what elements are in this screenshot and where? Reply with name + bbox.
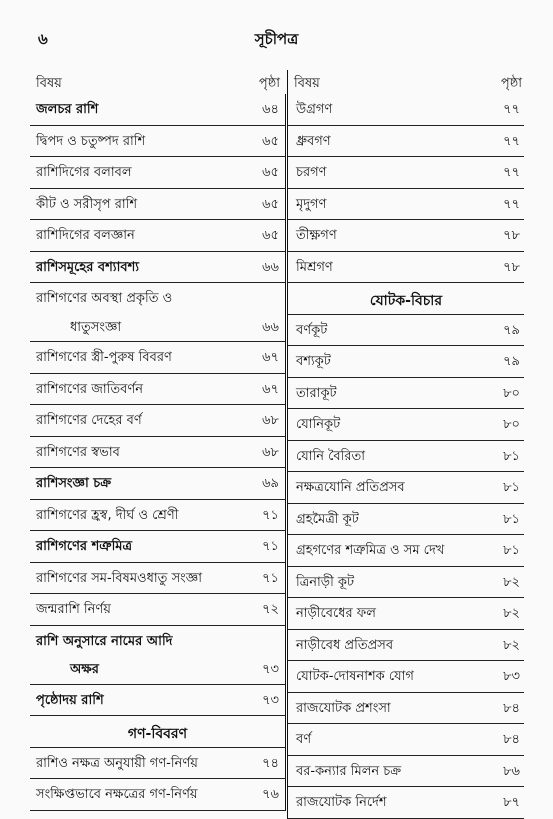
toc-entry-page: ৬৬: [262, 259, 279, 275]
toc-entry-page: ৬৮: [262, 413, 279, 428]
toc-row: [288, 315, 524, 347]
toc-entry-page: ৭৭: [503, 102, 520, 117]
page-label: পৃষ্ঠা: [258, 76, 280, 91]
toc-row: [30, 748, 286, 780]
toc-row: [30, 531, 286, 563]
column-header: [288, 70, 524, 94]
toc-entry-title: জন্মরাশি নির্ণয়: [36, 602, 111, 617]
toc-entry-page: ৬৪: [262, 102, 279, 117]
toc-entry-page: ৬৫: [262, 133, 279, 149]
toc-row: [288, 346, 524, 378]
toc-entry-page: ৭৪: [262, 755, 279, 771]
toc-entry-title: রাশিসংজ্ঞা চক্র: [36, 476, 112, 491]
toc-entry-title: কীট ও সরীসৃপ রাশি: [36, 196, 138, 212]
toc-row: [288, 630, 524, 662]
toc-entry-title: রাশিও নক্ষত্র অনুযায়ী গণ-নির্ণয়: [36, 755, 198, 771]
toc-entry-title: যোনি বৈরিতা: [296, 448, 366, 464]
toc-left-column: [30, 70, 286, 811]
toc-entry-page: ৮২: [503, 574, 520, 590]
toc-entry-title: তীক্ষ্ণগণ: [296, 228, 337, 243]
toc-entry-page: ৭৮: [503, 228, 520, 243]
toc-entry-page: ৭৭: [503, 196, 520, 212]
toc-entry-page: ৮৭: [503, 795, 520, 810]
toc-entry-title: গ্রহমৈত্রী কূট: [296, 511, 359, 527]
toc-entry-title: রাশিদিগের বলজ্ঞান: [36, 228, 135, 243]
toc-row: [288, 220, 524, 252]
toc-row: [30, 468, 286, 500]
toc-row: [288, 661, 524, 693]
toc-entry-title: জলচর রাশি: [36, 102, 99, 117]
page-number: ৬: [38, 30, 48, 48]
toc-entry-page: ৭৬: [262, 787, 279, 802]
toc-entry-title: বর্ণ: [296, 732, 312, 747]
toc-entry-title: নাড়ীবেধ প্রতিপ্রসব: [296, 637, 394, 653]
toc-entry-page: ৮০: [503, 417, 520, 432]
toc-row: [30, 500, 286, 532]
toc-entry-page: ৮২: [503, 606, 520, 621]
toc-entry-title: রাশিগণের অবস্থা প্রকৃতি ও: [36, 291, 173, 306]
page-title: সূচীপত্র: [254, 30, 299, 48]
toc-entry-title: রাশিগণের শত্রুমিত্র: [36, 539, 133, 554]
toc-entry-title: রাশিগণের সম-বিষমওধাতু সংজ্ঞা: [36, 570, 202, 586]
toc-row: [288, 189, 524, 221]
toc-row: [288, 787, 524, 819]
toc-entry-page: ৭৩: [262, 692, 279, 708]
toc-row: [288, 598, 524, 630]
toc-row: [30, 437, 286, 469]
toc-entry-title: যোনিকূট: [296, 417, 341, 432]
toc-entry-page: ৬৬: [262, 319, 279, 335]
section-heading: [288, 283, 524, 315]
toc-entry-title: মিশ্রগণ: [296, 259, 333, 275]
toc-row: [30, 405, 286, 437]
toc-entry-page: ৭৭: [503, 165, 520, 180]
toc-entry-title: বশ্যকূট: [296, 354, 331, 369]
toc-entry-page: ৭১: [262, 570, 279, 586]
toc-entry-title: যোটক-দোষনাশক যোগ: [296, 669, 414, 684]
toc-entry-title: নক্ষত্রযোনি প্রতিপ্রসব: [296, 480, 405, 495]
toc-entry-page: ৮৪: [503, 700, 520, 716]
toc-row: [288, 535, 524, 567]
toc-row: [288, 441, 524, 473]
toc-entry-title: দ্বিপদ ও চতুষ্পদ রাশি: [36, 133, 146, 149]
toc-entry-title: রাশিগণের স্বভাব: [36, 444, 120, 460]
page-header: [0, 28, 553, 52]
toc-row: [288, 157, 524, 189]
toc-entry-page: ৭৯: [503, 354, 520, 369]
toc-entry-page: ৮১: [503, 543, 520, 558]
toc-entry-page: ৮১: [503, 448, 520, 464]
subject-label: বিষয়: [294, 76, 320, 91]
toc-right-column: [287, 70, 524, 819]
toc-entry-page: ৮৪: [503, 732, 520, 747]
toc-row: [30, 626, 286, 685]
toc-row: [30, 220, 286, 252]
toc-row: [30, 252, 286, 284]
toc-row: [30, 779, 286, 811]
toc-entry-page: ৮৩: [503, 669, 520, 684]
toc-entry-page: ৭২: [262, 602, 279, 617]
toc-entry-page: ৮০: [503, 385, 520, 401]
toc-row: [288, 126, 524, 158]
toc-row: [288, 94, 524, 126]
toc-entry-page: ৮১: [503, 511, 520, 527]
toc-entry-page: ৭৭: [503, 133, 520, 149]
section-heading: [30, 716, 286, 748]
toc-entry-title: বর-কন্যার মিলন চক্র: [296, 763, 402, 779]
toc-row: [30, 189, 286, 221]
toc-row: [288, 252, 524, 284]
toc-entry-page: ৬৭: [262, 381, 279, 397]
toc-row: [30, 594, 286, 626]
toc-entry-title: রাশিগণের স্ত্রী-পুরুষ বিবরণ: [36, 350, 172, 365]
toc-entry-page: ৭৯: [503, 322, 520, 338]
toc-entry-title: রাশি অনুসারে নামের আদি: [36, 633, 173, 649]
toc-row: [30, 126, 286, 158]
toc-row: [30, 283, 286, 342]
toc-row: [288, 504, 524, 536]
toc-row: [288, 472, 524, 504]
toc-row: [288, 409, 524, 441]
toc-entry-title: রাশিগণের হ্রস্ব, দীর্ঘ ও শ্রেণী: [36, 507, 179, 523]
toc-row: [30, 94, 286, 126]
toc-entry-page: ৭৩: [262, 662, 279, 677]
toc-entry-title: নাড়ীবেধের ফল: [296, 606, 376, 621]
toc-row: [30, 374, 286, 406]
subject-label: বিষয়: [36, 76, 62, 91]
toc-entry-title: রাজযোটক নির্দেশ: [296, 795, 387, 810]
toc-row: [288, 567, 524, 599]
section-heading-text: যোটক-বিচার: [369, 293, 443, 309]
section-heading-text: গণ-বিবরণ: [127, 726, 188, 742]
toc-entry-title: রাশিগণের দেহের বর্ণ: [36, 413, 142, 428]
toc-row: [30, 157, 286, 189]
toc-entry-title: রাশিদিগের বলাবল: [36, 165, 132, 180]
toc-entry-title: চরগণ: [296, 165, 327, 180]
toc-entry-title: ধ্রুবগণ: [296, 133, 331, 149]
toc-entry-page: ৭৮: [503, 259, 520, 275]
toc-row: [288, 756, 524, 788]
toc-entry-title-cont: অক্ষর: [70, 662, 99, 677]
toc-entry-title-cont: ধাতুসংজ্ঞা: [70, 319, 122, 335]
toc-entry-title: তারাকূট: [296, 385, 337, 401]
toc-entry-page: ৬৯: [262, 476, 279, 491]
toc-row: [30, 685, 286, 717]
toc-entry-page: ৬৮: [262, 444, 279, 460]
toc-entry-page: ৮১: [503, 480, 520, 495]
toc-entry-title: ত্রিনাড়ী কূট: [296, 574, 355, 590]
toc-row: [30, 342, 286, 374]
toc-entry-page: ৭১: [262, 539, 279, 554]
toc-entry-page: ৭১: [262, 507, 279, 523]
toc-entry-title: মৃদুগণ: [296, 196, 327, 212]
column-header: [30, 70, 286, 94]
toc-entry-page: ৬৭: [262, 350, 279, 365]
toc-row: [30, 563, 286, 595]
page-label: পৃষ্ঠা: [500, 76, 522, 91]
toc-entry-title: গ্রহগণের শত্রুমিত্র ও সম দেখ: [296, 543, 445, 558]
toc-entry-title: রাজযোটক প্রশংসা: [296, 700, 391, 716]
toc-entry-title: বর্ণকূট: [296, 322, 328, 338]
toc-entry-page: ৬৫: [262, 196, 279, 212]
toc-entry-title: রাশিসমূহের বশ্যাবশ্য: [36, 259, 140, 275]
toc-entry-title: সংক্ষিপ্তভাবে নক্ষত্রের গণ-নির্ণয়: [36, 787, 198, 802]
toc-entry-page: ৮৬: [503, 763, 520, 779]
toc-row: [288, 693, 524, 725]
toc-entry-title: উগ্রগণ: [296, 102, 333, 117]
toc-entry-page: ৬৫: [262, 228, 279, 243]
toc-row: [288, 724, 524, 756]
toc-row: [288, 378, 524, 410]
toc-entry-title: পৃষ্ঠোদয় রাশি: [36, 692, 104, 708]
toc-entry-page: ৬৫: [262, 165, 279, 180]
toc-entry-page: ৮২: [503, 637, 520, 653]
toc-entry-title: রাশিগণের জাতিবর্ণন: [36, 381, 143, 397]
